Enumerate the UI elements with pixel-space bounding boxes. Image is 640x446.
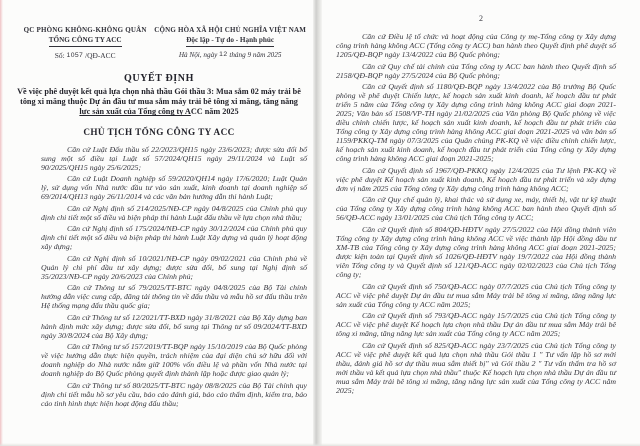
decision-title-block bbox=[15, 73, 303, 137]
body-paragraph: Căn cứ Nghị định số 175/2024/NĐ-CP ngày 30/12/2024 của Chính phủ quy định chi tiết một số điều và biện pháp thi hành Luật Xây dựng và quản lý hoạt động xây dựng; bbox=[41, 224, 307, 252]
body-paragraph: Căn cứ Quyết định số 750/QĐ-ACC ngày 07/7/2025 của Chủ tịch Tổng công ty ACC về việc phê duyệt Dự án đầu tư mua sắm Máy trải bê tông xi măng, tăng năng lực sản xuất của Tổng công ty ACC năm 2025; bbox=[336, 281, 616, 309]
org-name bbox=[17, 35, 153, 47]
date-day-value: 12 bbox=[219, 51, 228, 58]
body-paragraph: Căn cứ Nghị định số 214/2025/NĐ-CP ngày 04/8/2025 của Chính phủ quy định chi tiết một số điều và biện pháp thi hành Luật đấu thầu về lựa chọn nhà thầu; bbox=[41, 203, 307, 222]
national-motto bbox=[153, 35, 307, 47]
place-date-pre: Hà Nội, ngày bbox=[178, 51, 218, 59]
body-paragraph: Căn cứ Nghị định số 10/2021/NĐ-CP ngày 09/02/2021 của Chính phủ về Quản lý chi phí đầu tư xây dựng; được sửa đổi, bổ sung tại Nghị định số 35/2023/NĐ-CP ngày 20/6/2023 của Chính phủ; bbox=[41, 253, 307, 281]
body-paragraph: Căn cứ Luật Đấu thầu số 22/2023/QH15 ngày 23/6/2023; được sửa đổi bổ sung một số điều tại Luật số 57/2024/QH15 ngày 29/11/2024 và Luật số 90/2025/QH15 ngày 25/6/2025; bbox=[41, 144, 307, 172]
doc-number-value: 1057 bbox=[66, 52, 84, 59]
org-name-text: TỔNG CÔNG TY ACC bbox=[49, 35, 122, 47]
body-paragraph: Căn cứ Quyết định số 825/QĐ-ACC ngày 23/7/2025 của Chủ tịch Tổng công ty ACC về việc phê duyệt kết quả lựa chọn nhà thầu Gói thầu 1 " Tư vấn lập hồ sơ mời thầu, đánh giá hồ sơ dự thầu mua sắm thiết bị" và Gói thầu 2 " Tư vấn thẩm tra hồ sơ mời thầu và kết quả lựa chọn nhà thầu" thuộc Kế hoạch lựa chọn nhà thầu Dự án đầu tư mua sắm Máy trải bê tông xi măng, tăng năng lực sản xuất của Tổng công ty ACC năm 2025; bbox=[336, 340, 616, 395]
page-number: 2 bbox=[479, 14, 483, 23]
org-parent-name: QC PHÒNG KHÔNG-KHÔNG QUÂN bbox=[23, 26, 147, 34]
body-paragraph: Căn cứ Quyết định số 1967/QĐ-PKKQ ngày 12/4/2025 của Tư lệnh PK-KQ về việc phê duyệt Kế hoạch sản xuất kinh doanh, Kế hoạch đầu tư phát triển và xây dựng đơn vị năm 2025 của Tổng công ty Xây dựng công trình hàng không ACC; bbox=[336, 165, 616, 193]
decision-subtitle-post: CC năm 2025 bbox=[190, 107, 239, 117]
document-page-1 bbox=[3, 0, 313, 446]
issuing-org-block bbox=[17, 26, 153, 61]
body-paragraph: Căn cứ Điều lệ tổ chức và hoạt động của Công ty mẹ-Tổng công ty Xây dựng công trình hàng không ACC (Tổng công ty ACC) ban hành theo Quyết định phê duyệt số 1205/QĐ-BQP ngày 13/4/2022 của Bộ Quốc phòng; bbox=[336, 32, 616, 60]
body-paragraph: Căn cứ Thông tư số 12/2021/TT-BXD ngày 31/8/2021 của Bộ Xây dựng ban hành định mức xây dựng; được sửa đổi, bổ sung tại Thông tư số 09/2024/TT-BXD ngày 30/8/2024 của Bộ Xây dựng; bbox=[41, 312, 307, 340]
national-title: CỘNG HÒA XÃ HỘI CHỦ NGHĨA VIỆT NAM bbox=[154, 26, 307, 34]
doc-number-suffix: /QĐ-ACC bbox=[85, 51, 116, 60]
decision-heading: QUYẾT ĐỊNH bbox=[124, 73, 194, 84]
decision-subtitle-pre: Về việc phê duyệt kết quả lựa chọn nhà thầu Gói thầu 3: Mua sắm 02 máy trải bê tông xi măng thuộc Dự án đầu tư mua sắm máy trải bê tông xi măng, tăng năng bbox=[17, 87, 301, 107]
place-date-post: tháng 9 năm 2025 bbox=[229, 51, 282, 59]
body-paragraph: Căn cứ Quyết định số 804/QĐ-HĐTV ngày 27/5/2022 của Hội đồng thành viên Tổng công ty Xây dựng công trình hàng không ACC về việc thành lập Hội đồng đầu tư XM-TB của Tổng công ty Xây dựng công trình hàng không ACC giai đoạn 2021-2025; được kiện toàn tại Quyết định số 1026/QĐ-HĐTV ngày 19/7/2022 của Hội đồng thành viên Tổng công ty và Quyết định số 121/QĐ-ACC ngày 02/02/2023 của Chủ tịch Tổng công ty; bbox=[336, 224, 616, 280]
national-motto-block bbox=[153, 26, 307, 61]
document-number-line bbox=[17, 51, 153, 61]
body-paragraph: Căn cứ Thông tư số 79/2025/TT-BTC ngày 04/8/2025 của Bộ Tài chính hướng dẫn việc cung cấp, đăng tải thông tin về đấu thầu và mẫu hồ sơ đấu thầu trên Hệ thống mạng đấu thầu quốc gia; bbox=[41, 283, 307, 311]
page-gutter-divider bbox=[313, 0, 322, 446]
body-paragraph: Căn cứ Quyết định số 793/QĐ-ACC ngày 15/7/2025 của Chủ tịch Tổng công ty ACC về việc phê duyệt Kế hoạch lựa chọn nhà thầu Dự án đầu tư mua sắm Máy trải bê tông xi măng, tăng năng lực sản xuất của Tổng công ty ACC năm 2025; bbox=[336, 311, 616, 339]
body-paragraph: Căn cứ Quy chế tài chính của Tổng công ty ACC ban hành theo Quyết định số 2158/QĐ-BQP ngày 27/5/2024 của Bộ Quốc phòng; bbox=[336, 61, 616, 80]
body-paragraph: Căn cứ Quyết định số 1180/QĐ-BQP ngày 13/4/2022 của Bộ trưởng Bộ Quốc phòng về phê duyệt Chiến lược, kế hoạch sản xuất kinh doanh, kế hoạch đầu tư phát triển 5 năm của Tổng công ty Xây dựng công trình hàng không ACC giai đoạn 2021-2025; Văn bản số 1508/VP-TH ngày 21/02/2025 của Văn phòng Bộ Quốc phòng về việc điều chỉnh chiến lược, kế hoạch sản xuất kinh doanh, kế hoạch đầu tư phát triển của Tổng công ty Xây dựng công trình hàng không ACC giai đoạn 2021-2025 và văn bản số 1159/PKKQ-TM ngày 07/3/2025 của Quân chủng PK-KQ về việc điều chỉnh chiến lược, kế hoạch sản xuất kinh doanh, kế hoạch đầu tư phát triển của Tổng công ty Xây dựng công trình hàng không ACC giai đoạn 2021-2025; bbox=[336, 82, 616, 164]
body-paragraph: Căn cứ Luật Doanh nghiệp số 59/2020/QH14 ngày 17/6/2020; Luật Quản lý, sử dụng vốn Nhà nước đầu tư vào sản xuất, kinh doanh tại doanh nghiệp số 69/2014/QH13 ngày 26/11/2014 và các văn bản hướng dẫn thi hành Luật; bbox=[41, 174, 307, 202]
page-1-body bbox=[41, 145, 307, 408]
body-paragraph: Căn cứ Quy chế quản lý, khai thác và sử dụng xe, máy, thiết bị, vật tư kỹ thuật của Tổng công ty Xây dựng công trình hàng không ACC ban hành theo Quyết định số 56/QĐ-ACC ngày 13/01/2025 của Chủ tịch Tổng công ty ACC; bbox=[336, 195, 616, 223]
issuing-authority: CHỦ TỊCH TỔNG CÔNG TY ACC bbox=[83, 126, 235, 137]
doc-number-label: Số: bbox=[54, 51, 65, 60]
document-header bbox=[17, 26, 307, 61]
document-page-2 bbox=[322, 0, 640, 446]
body-paragraph: Căn cứ Thông tư số 80/2025/TT-BTC ngày 08/8/2025 của Bộ Tài chính quy định chi tiết mẫu hồ sơ yêu cầu, báo cáo đánh giá, báo cáo thẩm định, kiểm tra, báo cáo tình hình thực hiện hoạt động đấu thầu; bbox=[41, 380, 307, 408]
body-paragraph: Căn cứ Thông tư số 157/2019/TT-BQP ngày 15/10/2019 của Bộ Quốc phòng về việc hướng dẫn thực hiện quyền, trách nhiệm của đại diện chủ sở hữu đối với doanh nghiệp do Nhà nước nắm giữ 100% vốn điều lệ và phần vốn Nhà nước tại doanh nghiệp do Bộ Quốc phòng quyết định thành lập hoặc được giao quản lý; bbox=[41, 342, 307, 379]
place-date-line bbox=[153, 51, 307, 60]
page-2-body bbox=[336, 32, 616, 395]
decision-subtitle bbox=[15, 87, 303, 118]
decision-subtitle-underlined: lực sản xuất của Tổng công ty A bbox=[79, 107, 191, 117]
national-motto-text: Độc lập - Tự do - Hạnh phúc bbox=[186, 35, 274, 47]
